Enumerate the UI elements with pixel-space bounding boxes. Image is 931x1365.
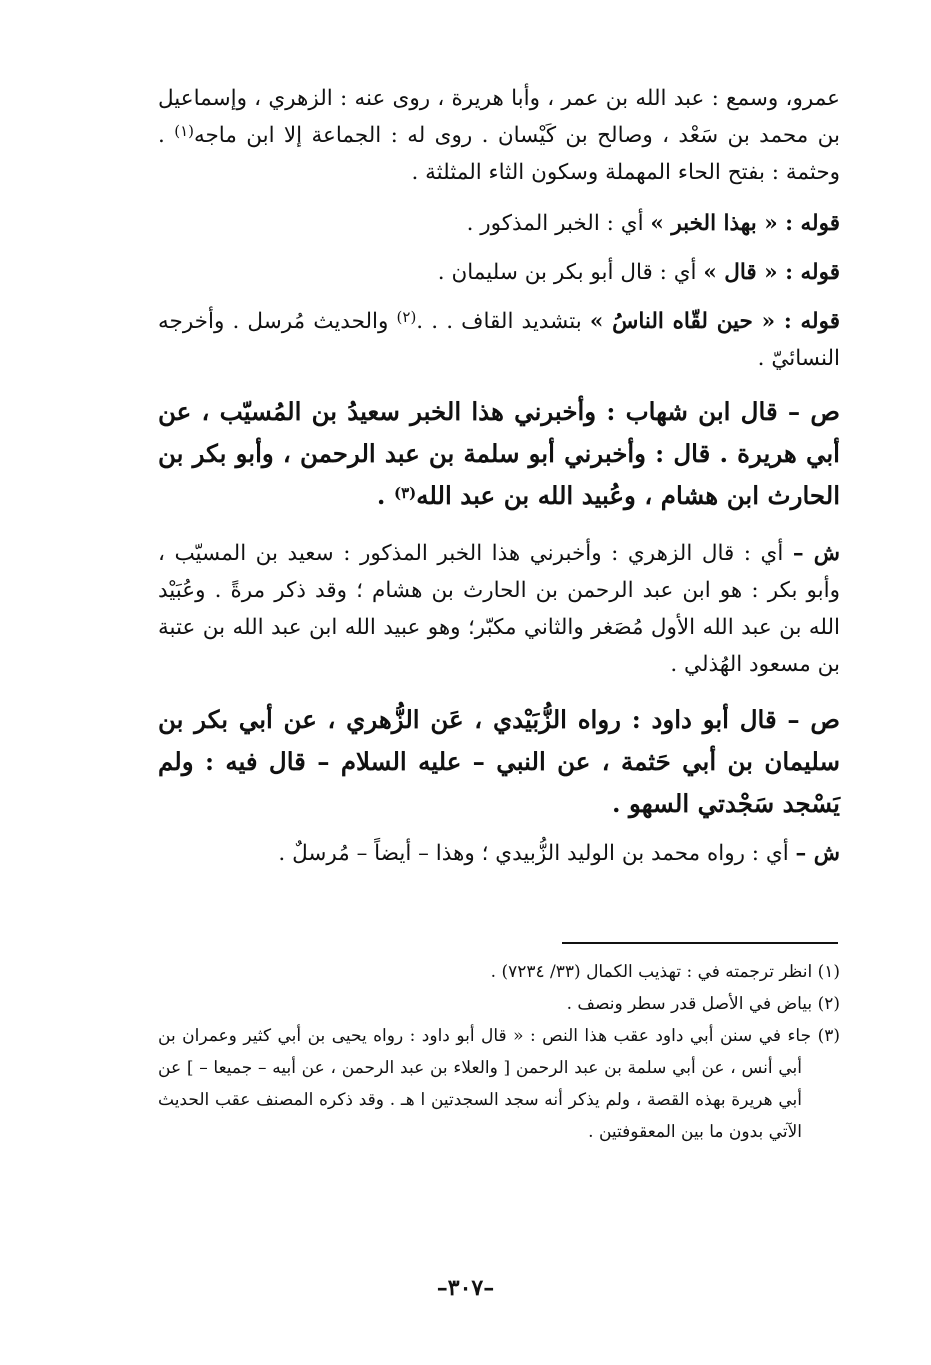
quoted-phrase: قوله : « بهذا الخبر » [650, 211, 840, 236]
main-text [158, 80, 840, 872]
footnote-3 [158, 1020, 840, 1148]
paragraph-sharh-1 [158, 535, 840, 683]
paragraph-text: أي : رواه محمد بن الوليد الزُّبيدي ؛ وهذا – أيضاً – مُرسلٌ . [278, 841, 796, 866]
footnote-marker: (١) [174, 122, 194, 140]
footnote-divider [562, 942, 838, 944]
paragraph-text: ص – قال أبو داود : رواه الزُّبَيْدي ، عَن الزُّهري ، عن أبي بكر بن سليمان بن أبي حَثمة ، عن النبي – عليه السلام – قال فيه : ولم يَسْجد سَجْدتي السهو . [158, 705, 840, 818]
footnote-marker: (٢) [396, 308, 417, 326]
footnote-text: بياض في الأصل قدر سطر ونصف . [566, 994, 818, 1014]
footnote-marker: (٣) [393, 484, 417, 502]
paragraph-narrator-bio [158, 80, 840, 191]
footnote-2 [158, 988, 840, 1020]
footnotes [158, 956, 840, 1148]
footnote-1 [158, 956, 840, 988]
paragraph-hadith-text-1 [158, 391, 840, 517]
paragraph-commentary-laqqahu [158, 303, 840, 377]
paragraph-text-continued: . [376, 481, 394, 510]
paragraph-text: بتشديد القاف . . . [416, 309, 590, 334]
page-number: –٣٠٧– [436, 1275, 495, 1301]
paragraph-text: عمرو، وسمع : عبد الله بن عمر ، وأبا هريرة ، روى عنه : الزهري ، وإسماعيل بن محمد بن سَعْد ، وصالح بن كَيْسان . روى له : الجماعة إلا ابن ماجه [158, 86, 840, 148]
paragraph-text: أي : قال الزهري : وأخبرني هذا الخبر المذكور : سعيد بن المسيّب ، وأبو بكر : هو ابن عبد الرحمن بن الحارث بن هشام ؛ وقد ذكر مرةً . وعُبَيْد الله بن عبد الله الأول مُصَغر والثاني مكبّر؛ وهو عبيد الله ابن عبد الله بن عتبة بن مسعود الهُذلي . [158, 541, 840, 677]
paragraph-commentary-khabar [158, 205, 840, 242]
paragraph-text-continued: . وحثمة : بفتح الحاء المهملة وسكون الثاء المثلثة . [158, 123, 840, 185]
paragraph-text: ص – قال ابن شهاب : وأخبرني هذا الخبر سعيدُ بن المُسيّب ، عن أبي هريرة . قال : وأخبرني أبو سلمة بن عبد الرحمن ، وأبو بكر بن الحارث ابن هشام ، وعُبيد الله بن عبد الله [158, 397, 840, 510]
quoted-phrase: قوله : « قال » [703, 260, 840, 285]
paragraph-commentary-qala [158, 254, 840, 291]
paragraph-text: أي : قال أبو بكر بن سليمان . [437, 260, 704, 285]
paragraph-hadith-text-2 [158, 699, 840, 825]
quoted-phrase: قوله : « حين لقّاه الناسُ » [589, 309, 840, 334]
sharh-marker: ش – [795, 841, 840, 866]
paragraph-text-continued: والحديث مُرسل . وأخرجه النسائيّ . [158, 309, 840, 371]
sharh-marker: ش – [792, 541, 840, 566]
footnote-number: (١) [817, 962, 840, 982]
paragraph-text: أي : الخبر المذكور . [466, 211, 651, 236]
footnote-text: جاء في سنن أبي داود عقب هذا النص : « قال أبو داود : رواه يحيى بن أبي كثير وعمران بن أبي أنس ، عن أبي سلمة بن عبد الرحمن [ والعلاء بن عبد الرحمن ، عن أبيه – جميعا – ] عن أبي هريرة بهذه القصة ، ولم يذكر أنه سجد السجدتين ا هـ . وقد ذكره المصنف عقب الحديث الآتي بدون ما بين المعقوفتين . [158, 1026, 818, 1142]
footnote-number: (٣) [817, 1026, 840, 1046]
footnote-number: (٢) [817, 994, 840, 1014]
footnote-text: انظر ترجمته في : تهذيب الكمال (٣٣/ ٧٢٣٤) . [490, 962, 818, 982]
paragraph-sharh-2 [158, 835, 840, 872]
